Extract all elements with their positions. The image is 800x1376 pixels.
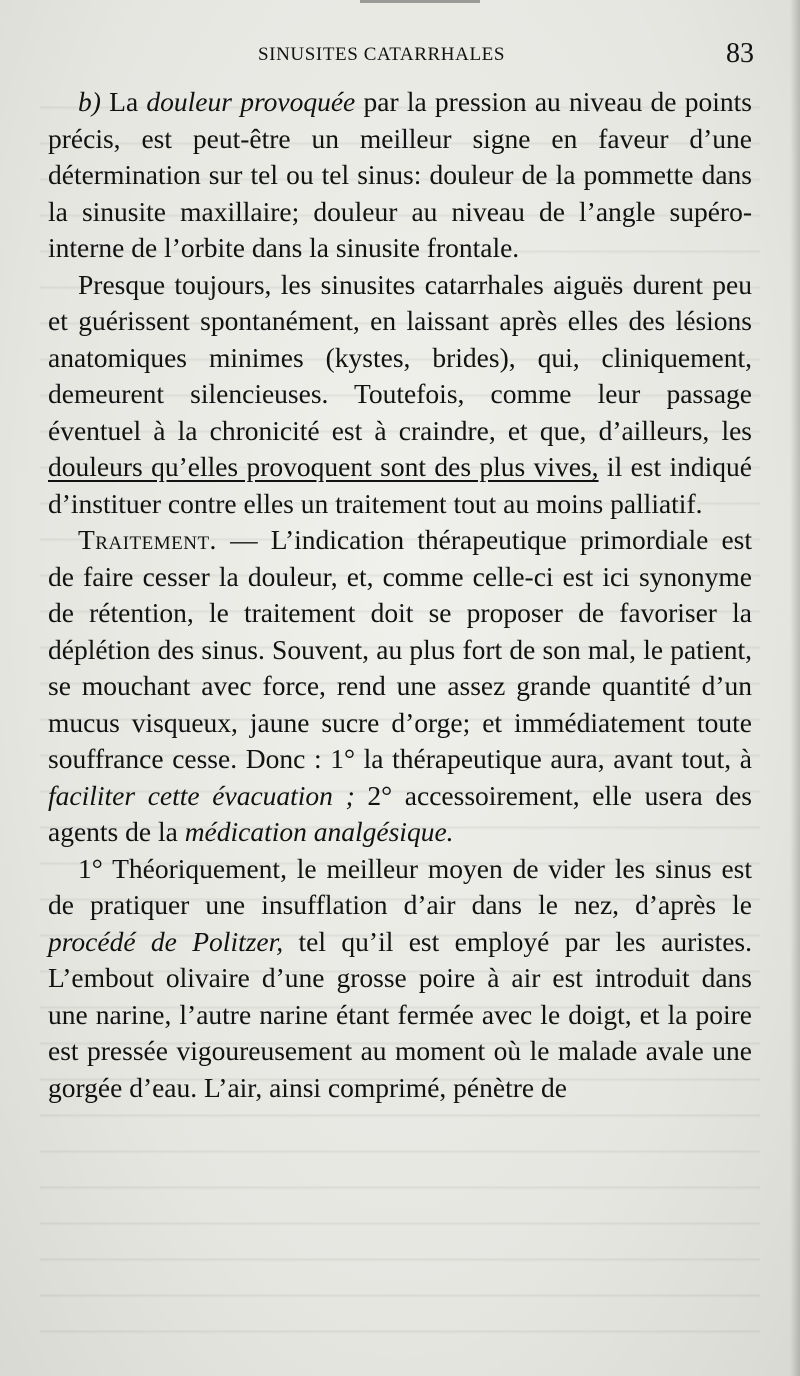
text-run: Presque toujours, les sinusites catarrhales aiguës durent peu et guérissent spontanément, en laissant après elles des lésions anatomiques minimes (kystes, brides), qui, cliniquement, demeurent silencieuses. Toutefois, comme leur passage éventuel à la chronicité est à craindre, et que, d’ailleurs, les	[48, 268, 752, 446]
italic-term: faciliter cette évacuation ;	[48, 779, 355, 811]
body-text	[48, 84, 752, 1106]
italic-term: médication analgésique.	[184, 816, 454, 847]
top-edge-mark	[360, 0, 480, 3]
text-run: 2° accessoirement, elle usera des agents de la	[48, 779, 752, 847]
text-run: il est indiqué d’instituer contre elles un traitement tout au moins palliatif.	[48, 451, 752, 519]
section-heading: Traitement.	[78, 524, 217, 555]
text-run: — L’indication thérapeutique primordiale est de faire cesser la douleur, et, comme celle-ci est ici synonyme de rétention, le traitement doit se proposer de favoriser la déplétion des sinus. Souvent, au plus fort de son mal, le patient, se mouchant avec force, rend une assez grande quantité d’un mucus visqueux, jaune sucre d’orge; et immédiatement toute souffrance cesse. Donc : 1° la thérapeutique aura, avant tout, à	[48, 524, 752, 774]
running-title: SINUSITES CATARRHALES	[258, 44, 506, 65]
text-run: tel qu’il est employé par les auristes. L’embout olivaire d’une grosse poire à air est introduit dans une narine, l’autre narine étant fermée avec le doigt, et la poire est pressée vigoureusement au moment où le malade avale une gorgée d’eau. L’air, ainsi comprimé, pénètre de	[48, 925, 752, 1103]
list-label: b)	[78, 86, 101, 117]
paragraph-theoriquement	[48, 851, 752, 1107]
text-run: par la pression au niveau de points précis, est peut-être un meilleur signe en faveur d’une détermination sur tel ou tel sinus: douleur de la pommette dans la sinusite maxillaire; douleur au niveau de l’angle supéro-interne de l’orbite dans la sinusite frontale.	[48, 86, 752, 263]
page-header	[48, 38, 754, 72]
paragraph-presque-toujours	[48, 267, 752, 523]
underlined-phrase: douleurs qu’elles provoquent sont des plus vives,	[48, 451, 599, 482]
page-edge-shadow	[790, 0, 800, 1376]
paragraph-traitement	[48, 522, 752, 851]
page-number: 83	[726, 38, 754, 69]
text-run: 1° Théoriquement, le meilleur moyen de vider les sinus est de pratiquer une insufflation d’air dans le nez, d’après le	[48, 852, 752, 920]
italic-term: procédé de Politzer,	[48, 925, 284, 957]
italic-term: douleur provoquée	[146, 86, 356, 117]
text-run: La	[100, 86, 147, 117]
paragraph-b-douleur-provoquee	[48, 84, 752, 267]
